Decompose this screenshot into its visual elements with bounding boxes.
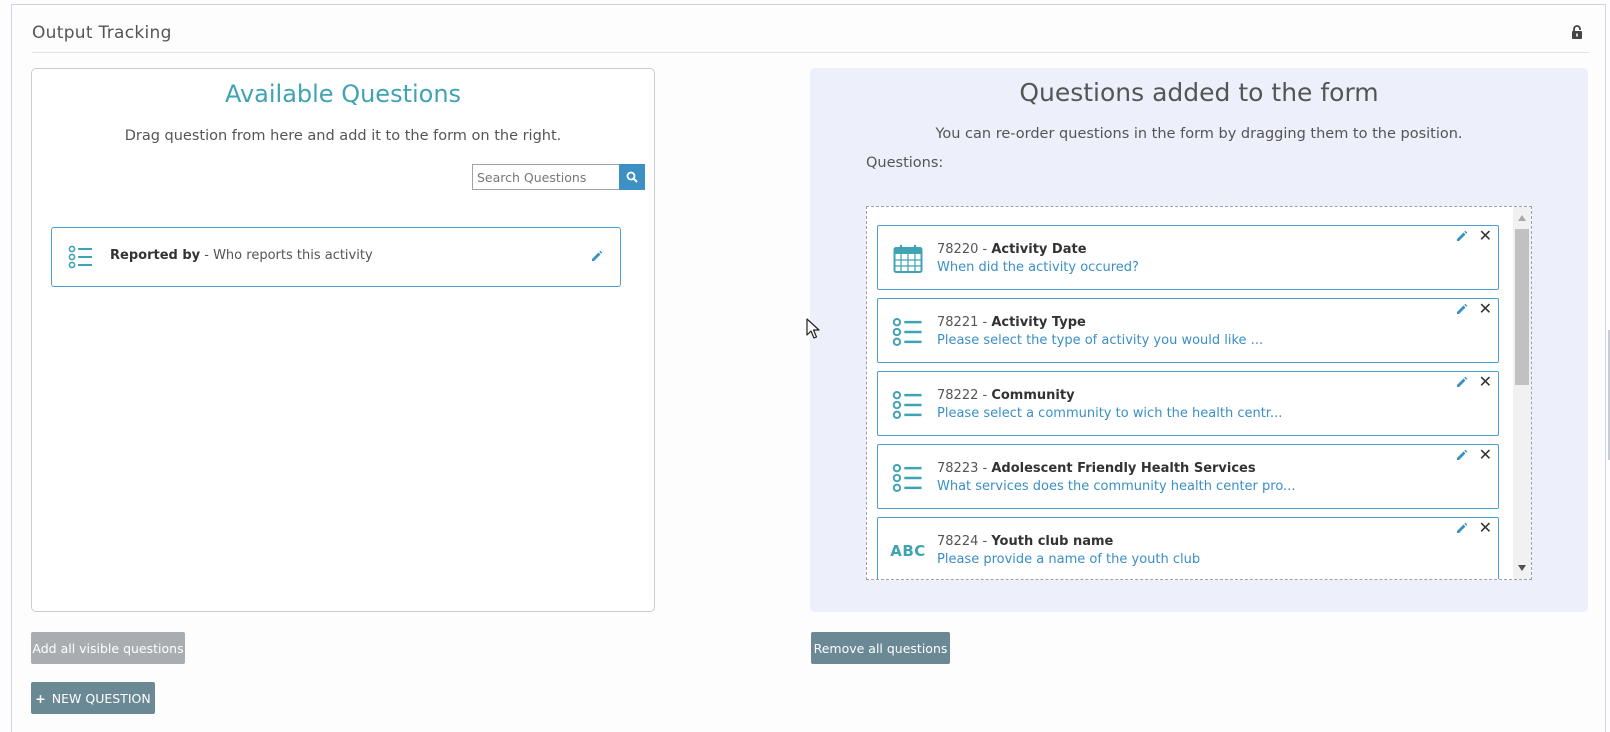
question-separator: -: [978, 461, 992, 476]
question-id: 78222: [937, 388, 979, 403]
plus-icon: +: [35, 690, 46, 706]
available-questions-title: Available Questions: [224, 80, 462, 108]
available-question-text: [110, 248, 373, 263]
form-questions-hint: You can re-order questions in the form by dragging them to the position.: [935, 126, 1463, 142]
form-question-item[interactable]: [877, 371, 1499, 436]
question-name: Youth club name: [991, 534, 1114, 549]
question-description: When did the activity occured?: [937, 260, 1139, 275]
form-questions-panel: [810, 68, 1588, 612]
lock-icon[interactable]: [1571, 25, 1583, 39]
form-question-item[interactable]: [877, 444, 1499, 509]
scroll-thumb[interactable]: [1515, 229, 1529, 385]
question-separator: -: [978, 534, 992, 549]
question-title: [937, 461, 1256, 476]
list-icon: [892, 389, 924, 421]
pencil-icon[interactable]: [1456, 376, 1468, 388]
close-icon[interactable]: ✕: [1478, 372, 1492, 391]
remove-all-questions-button[interactable]: Remove all questions: [811, 632, 950, 664]
search-icon: [626, 171, 638, 183]
question-separator: -: [978, 315, 992, 330]
pencil-icon[interactable]: [1456, 522, 1468, 534]
search-input[interactable]: [473, 165, 619, 189]
scroll-down-arrow-icon[interactable]: [1518, 565, 1526, 571]
question-name: Community: [991, 388, 1075, 403]
question-id: 78220: [937, 242, 979, 257]
questions-label: Questions:: [866, 155, 944, 171]
question-description: - Who reports this activity: [200, 248, 373, 263]
question-name: Activity Date: [991, 242, 1087, 257]
pencil-icon[interactable]: [1456, 303, 1468, 315]
question-title: [937, 388, 1075, 403]
new-question-label: NEW QUESTION: [51, 690, 151, 706]
question-title: [937, 242, 1087, 257]
question-id: 78223: [937, 461, 979, 476]
close-icon[interactable]: ✕: [1478, 299, 1492, 318]
list-icon: [892, 462, 924, 494]
search-box: [472, 164, 645, 190]
question-separator: -: [978, 388, 992, 403]
mouse-cursor-icon: [806, 318, 820, 340]
form-question-item[interactable]: [877, 225, 1499, 290]
form-question-item[interactable]: [877, 298, 1499, 363]
question-description: What services does the community health center pro...: [937, 479, 1296, 494]
question-name: Activity Type: [991, 315, 1086, 330]
text-abc-icon: ABC: [890, 542, 926, 560]
question-name: Reported by: [110, 248, 201, 263]
question-title: [937, 315, 1086, 330]
pencil-icon[interactable]: [1456, 230, 1468, 242]
form-question-item[interactable]: [877, 517, 1499, 580]
form-questions-title: Questions added to the form: [1019, 78, 1379, 107]
calendar-icon: [892, 243, 924, 275]
available-questions-hint: Drag question from here and add it to the form on the right.: [124, 128, 562, 144]
close-icon[interactable]: ✕: [1478, 226, 1492, 245]
question-title: [937, 534, 1113, 549]
section-header: [32, 5, 1589, 53]
question-separator: -: [978, 242, 992, 257]
question-name: Adolescent Friendly Health Services: [991, 461, 1256, 476]
close-icon[interactable]: ✕: [1478, 518, 1492, 537]
list-icon: [68, 244, 94, 270]
question-description: Please select a community to wich the health centr...: [937, 406, 1283, 421]
scroll-up-arrow-icon[interactable]: [1518, 215, 1526, 221]
list-icon: [892, 316, 924, 348]
available-questions-panel: [31, 68, 655, 612]
question-description: Please provide a name of the youth club: [937, 552, 1201, 567]
page-title: Output Tracking: [32, 23, 172, 43]
available-question-item[interactable]: [51, 227, 621, 287]
close-icon[interactable]: ✕: [1478, 445, 1492, 464]
search-button[interactable]: [619, 164, 645, 190]
pencil-icon[interactable]: [591, 250, 603, 262]
question-description: Please select the type of activity you would like ...: [937, 333, 1264, 348]
form-questions-list[interactable]: [866, 206, 1532, 580]
scrollbar[interactable]: [1513, 207, 1531, 579]
question-id: 78221: [937, 315, 979, 330]
question-id: 78224: [937, 534, 979, 549]
add-all-visible-questions-button[interactable]: Add all visible questions: [31, 632, 185, 664]
pencil-icon[interactable]: [1456, 449, 1468, 461]
new-question-button[interactable]: [31, 682, 155, 714]
